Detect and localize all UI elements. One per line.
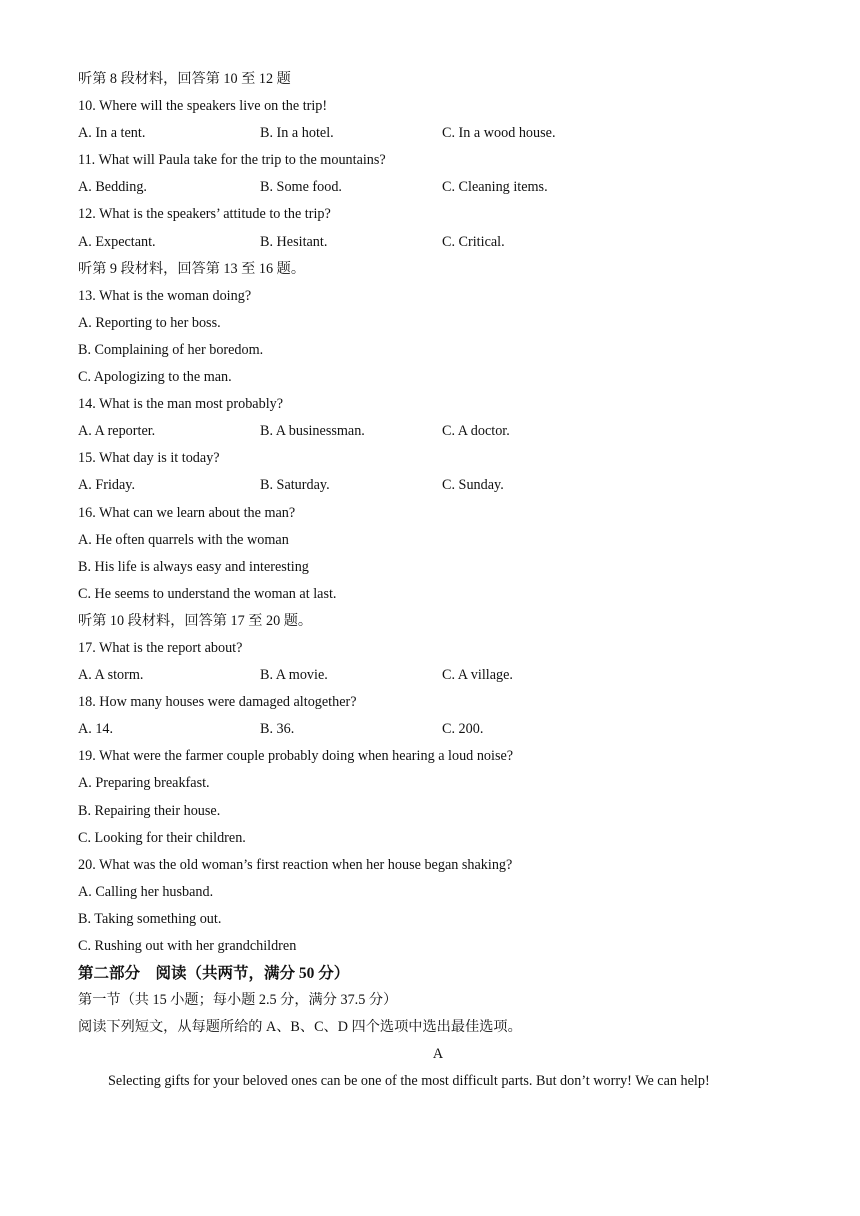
question-15-option-b: B. Saturday. — [260, 477, 330, 494]
part-2-section-1-title: 第一节（共 15 小题；每小题 2.5 分，满分 37.5 分） — [78, 992, 398, 1009]
question-17-option-a: A. A storm. — [78, 667, 144, 684]
exam-page — [78, 66, 798, 1096]
question-16-option-b: B. His life is always easy and interesting — [78, 558, 309, 575]
question-10-stem: 10. Where will the speakers live on the trip! — [78, 98, 328, 115]
question-13-option-b: B. Complaining of her boredom. — [78, 341, 264, 358]
section-9-instruction: 听第 9 段材料，回答第 13 至 16 题。 — [78, 260, 306, 277]
question-18-option-c: C. 200. — [442, 721, 484, 738]
question-13-option-a: A. Reporting to her boss. — [78, 314, 221, 331]
question-15-option-a: A. Friday. — [78, 477, 136, 494]
question-16-option-c: C. He seems to understand the woman at last. — [78, 585, 337, 602]
question-10-option-a: A. In a tent. — [78, 125, 146, 142]
question-17-stem: 17. What is the report about? — [78, 639, 243, 656]
part-2-instruction: 阅读下列短文，从每题所给的 A、B、C、D 四个选项中选出最佳选项。 — [78, 1019, 522, 1036]
question-14-option-b: B. A businessman. — [260, 423, 365, 440]
question-13-stem: 13. What is the woman doing? — [78, 287, 252, 304]
question-18-option-b: B. 36. — [260, 721, 295, 738]
question-14-option-a: A. A reporter. — [78, 423, 156, 440]
question-17-option-b: B. A movie. — [260, 667, 328, 684]
passage-label: A — [432, 1046, 444, 1063]
question-19-stem: 19. What were the farmer couple probably doing when hearing a loud noise? — [78, 748, 514, 765]
question-12-options — [78, 229, 798, 256]
question-12-stem: 12. What is the speakers’ attitude to the trip? — [78, 206, 331, 223]
question-20-option-c: C. Rushing out with her grandchildren — [78, 938, 297, 954]
question-19-option-b: B. Repairing their house. — [78, 802, 221, 819]
question-11-option-b: B. Some food. — [260, 179, 342, 196]
passage-first-line: Selecting gifts for your beloved ones can be one of the most difficult parts. But don’t worry! We can help! — [108, 1073, 710, 1090]
question-18-stem: 18. How many houses were damaged altogether? — [78, 694, 357, 711]
question-16-option-a: A. He often quarrels with the woman — [78, 531, 289, 548]
question-20-option-b: B. Taking something out. — [78, 910, 222, 927]
question-11-option-c: C. Cleaning items. — [442, 179, 548, 196]
question-17-option-c: C. A village. — [442, 667, 513, 684]
question-13-option-c: C. Apologizing to the man. — [78, 369, 232, 386]
question-17-options — [78, 662, 798, 689]
question-19-option-a: A. Preparing breakfast. — [78, 775, 210, 792]
question-14-option-c: C. A doctor. — [442, 423, 510, 440]
question-12-option-b: B. Hesitant. — [260, 233, 328, 250]
section-10-instruction: 听第 10 段材料，回答第 17 至 20 题。 — [78, 612, 313, 629]
question-11-options — [78, 174, 798, 201]
question-15-stem: 15. What day is it today? — [78, 450, 220, 467]
question-18-option-a: A. 14. — [78, 721, 114, 738]
question-14-options — [78, 418, 798, 445]
question-15-options — [78, 472, 798, 499]
question-11-stem: 11. What will Paula take for the trip to the mountains? — [78, 152, 386, 169]
question-11-option-a: A. Bedding. — [78, 179, 147, 196]
question-14-stem: 14. What is the man most probably? — [78, 396, 284, 413]
question-10-options — [78, 120, 798, 147]
question-19-option-c: C. Looking for their children. — [78, 829, 246, 846]
question-12-option-c: C. Critical. — [442, 233, 505, 250]
question-12-option-a: A. Expectant. — [78, 233, 156, 250]
question-16-stem: 16. What can we learn about the man? — [78, 504, 296, 521]
question-10-option-b: B. In a hotel. — [260, 125, 334, 142]
question-15-option-c: C. Sunday. — [442, 477, 504, 494]
question-20-stem: 20. What was the old woman’s first reaction when her house began shaking? — [78, 856, 513, 873]
question-18-options — [78, 716, 798, 743]
question-20-option-a: A. Calling her husband. — [78, 883, 214, 900]
part-2-heading: 第二部分 阅读（共两节，满分 50 分） — [78, 965, 350, 983]
section-8-instruction: 听第 8 段材料，回答第 10 至 12 题 — [78, 71, 291, 87]
question-10-option-c: C. In a wood house. — [442, 125, 556, 142]
